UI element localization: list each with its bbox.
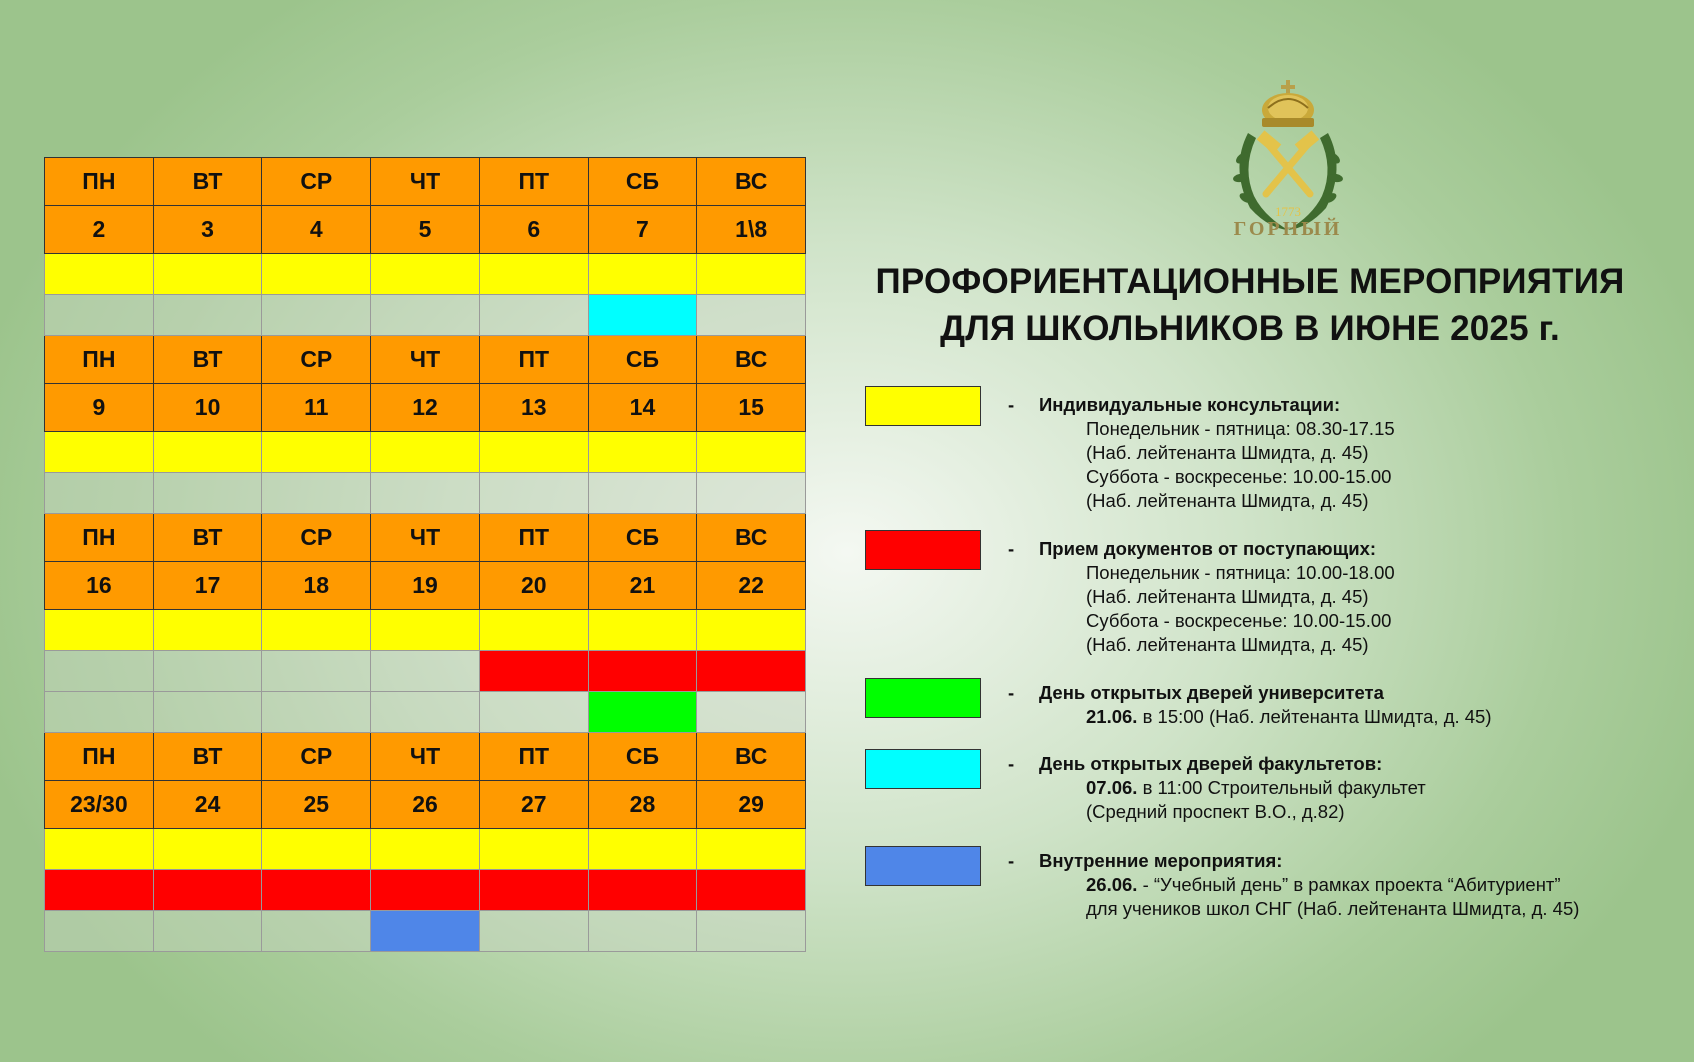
weekday-header-cell: ЧТ [371, 158, 480, 206]
event-bar-row [44, 911, 806, 952]
weekday-header-cell: ВС [697, 733, 806, 781]
date-cell: 28 [589, 781, 698, 829]
event-cell-yellow [697, 829, 806, 870]
date-cell: 12 [371, 384, 480, 432]
event-bar-row [44, 610, 806, 651]
event-cell-yellow [371, 432, 480, 473]
crown-icon [1262, 80, 1314, 127]
legend-line: (Наб. лейтенанта Шмидта, д. 45) [1086, 634, 1369, 655]
date-row [44, 384, 806, 432]
legend-open-university [1008, 681, 1492, 729]
legend-swatch-documents [865, 530, 981, 570]
legend-line: (Наб. лейтенанта Шмидта, д. 45) [1086, 490, 1369, 511]
legend-line [1008, 705, 1492, 729]
legend-line: Суббота - воскресенье: 10.00-15.00 [1086, 610, 1392, 631]
legend-swatch-consultations [865, 386, 981, 426]
event-bar-row [44, 829, 806, 870]
event-cell-yellow [154, 432, 263, 473]
event-cell-yellow [44, 432, 154, 473]
legend-line: Понедельник - пятница: 08.30-17.15 [1086, 418, 1395, 439]
logo-name: ГОРНЫЙ [1233, 218, 1343, 240]
event-cell-yellow [262, 432, 371, 473]
event-cell-blue [371, 911, 480, 952]
legend-documents [1008, 537, 1395, 657]
date-cell: 18 [262, 562, 371, 610]
legend-title: Прием документов от поступающих: [1039, 538, 1377, 559]
weekday-header-cell: ВС [697, 514, 806, 562]
legend-consultations [1008, 393, 1395, 513]
date-cell: 29 [697, 781, 806, 829]
legend-dash: - [1008, 753, 1015, 774]
event-cell-empty [262, 651, 371, 692]
event-cell-yellow [44, 254, 154, 295]
date-cell: 7 [589, 206, 698, 254]
weekday-header-cell: ВТ [154, 514, 263, 562]
title-line-2: ДЛЯ ШКОЛЬНИКОВ В ИЮНЕ 2025 г. [940, 309, 1560, 348]
event-cell-red [697, 651, 806, 692]
weekday-header-cell: ВС [697, 158, 806, 206]
event-cell-empty [262, 473, 371, 514]
date-row [44, 206, 806, 254]
event-cell-empty [371, 692, 480, 733]
event-cell-yellow [44, 610, 154, 651]
legend-line [1008, 776, 1426, 800]
event-cell-green [589, 692, 698, 733]
event-cell-yellow [154, 610, 263, 651]
weekday-header-cell: ПТ [480, 514, 589, 562]
event-cell-empty [44, 911, 154, 952]
event-bar-row [44, 692, 806, 733]
event-cell-empty [371, 295, 480, 336]
weekday-header-cell: ВТ [154, 336, 263, 384]
event-cell-empty [697, 295, 806, 336]
legend-dash: - [1008, 850, 1015, 871]
event-cell-yellow [480, 432, 589, 473]
date-row [44, 781, 806, 829]
event-cell-yellow [589, 254, 698, 295]
event-cell-yellow [262, 610, 371, 651]
weekday-header-cell: ПТ [480, 733, 589, 781]
legend-title: Индивидуальные консультации: [1039, 394, 1341, 415]
event-bar-row [44, 651, 806, 692]
weekday-header-cell: СР [262, 514, 371, 562]
event-cell-yellow [262, 254, 371, 295]
event-cell-yellow [44, 829, 154, 870]
legend-title: День открытых дверей факультетов: [1039, 753, 1383, 774]
weekday-header-cell: ЧТ [371, 514, 480, 562]
event-cell-red [480, 870, 589, 911]
legend-title: Внутренние мероприятия: [1039, 850, 1283, 871]
event-cell-empty [154, 911, 263, 952]
event-cell-red [262, 870, 371, 911]
event-cell-yellow [589, 432, 698, 473]
date-cell: 16 [44, 562, 154, 610]
event-bar-row [44, 254, 806, 295]
event-cell-yellow [371, 829, 480, 870]
university-logo [1228, 78, 1348, 240]
event-cell-empty [44, 295, 154, 336]
event-cell-yellow [154, 829, 263, 870]
legend-date: 26.06. [1086, 874, 1138, 895]
date-cell: 14 [589, 384, 698, 432]
date-cell: 9 [44, 384, 154, 432]
event-cell-empty [589, 911, 698, 952]
event-bar-row [44, 432, 806, 473]
event-cell-yellow [589, 829, 698, 870]
event-cell-empty [480, 692, 589, 733]
weekday-header-cell: ЧТ [371, 336, 480, 384]
weekday-header-cell: ПН [44, 733, 154, 781]
date-cell: 24 [154, 781, 263, 829]
date-cell: 10 [154, 384, 263, 432]
legend-title: День открытых дверей университета [1039, 682, 1384, 703]
event-cell-empty [697, 692, 806, 733]
legend-swatch-open-university [865, 678, 981, 718]
event-cell-empty [480, 911, 589, 952]
legend-internal [1008, 849, 1579, 921]
event-cell-empty [697, 911, 806, 952]
event-cell-red [589, 870, 698, 911]
event-cell-empty [154, 692, 263, 733]
event-cell-red [589, 651, 698, 692]
weekday-header-cell: ПН [44, 336, 154, 384]
date-cell: 3 [154, 206, 263, 254]
weekday-header-cell: ВТ [154, 158, 263, 206]
event-cell-yellow [480, 254, 589, 295]
weekday-header-row [44, 157, 806, 206]
legend-detail: в 15:00 (Наб. лейтенанта Шмидта, д. 45) [1137, 706, 1492, 727]
event-cell-yellow [371, 254, 480, 295]
event-cell-empty [480, 473, 589, 514]
legend-line: Суббота - воскресенье: 10.00-15.00 [1086, 466, 1392, 487]
calendar-grid [44, 157, 806, 952]
date-cell: 2 [44, 206, 154, 254]
date-cell: 11 [262, 384, 371, 432]
date-cell: 6 [480, 206, 589, 254]
legend-line: Понедельник - пятница: 10.00-18.00 [1086, 562, 1395, 583]
weekday-header-row [44, 336, 806, 384]
event-cell-empty [589, 473, 698, 514]
legend-dash: - [1008, 682, 1015, 703]
date-cell: 21 [589, 562, 698, 610]
weekday-header-cell: ПН [44, 514, 154, 562]
date-cell: 1\8 [697, 206, 806, 254]
event-cell-empty [371, 651, 480, 692]
legend-date: 21.06. [1086, 706, 1138, 727]
legend-detail: в 11:00 Строительный факультет [1137, 777, 1426, 798]
event-bar-row [44, 295, 806, 336]
date-cell: 19 [371, 562, 480, 610]
weekday-header-cell: ПН [44, 158, 154, 206]
event-cell-empty [154, 295, 263, 336]
event-cell-yellow [697, 610, 806, 651]
legend-detail: - “Учебный день” в рамках проекта “Абитуриент” [1137, 874, 1561, 895]
legend-line [1008, 873, 1579, 897]
date-cell: 5 [371, 206, 480, 254]
weekday-header-row [44, 514, 806, 562]
legend-date: 07.06. [1086, 777, 1138, 798]
event-cell-yellow [480, 829, 589, 870]
date-cell: 27 [480, 781, 589, 829]
date-cell: 15 [697, 384, 806, 432]
event-cell-empty [371, 473, 480, 514]
legend-line: для учеников школ СНГ (Наб. лейтенанта Шмидта, д. 45) [1086, 898, 1580, 919]
event-cell-empty [262, 692, 371, 733]
date-cell: 13 [480, 384, 589, 432]
date-cell: 4 [262, 206, 371, 254]
weekday-header-cell: СР [262, 158, 371, 206]
event-cell-red [44, 870, 154, 911]
weekday-header-cell: ПТ [480, 158, 589, 206]
weekday-header-cell: ПТ [480, 336, 589, 384]
weekday-header-cell: СР [262, 733, 371, 781]
date-cell: 26 [371, 781, 480, 829]
event-cell-empty [262, 295, 371, 336]
event-cell-red [480, 651, 589, 692]
weekday-header-cell: СБ [589, 158, 698, 206]
weekday-header-cell: ВТ [154, 733, 263, 781]
legend-swatch-open-faculties [865, 749, 981, 789]
weekday-header-cell: ЧТ [371, 733, 480, 781]
event-cell-red [154, 870, 263, 911]
date-cell: 17 [154, 562, 263, 610]
event-cell-cyan [589, 295, 698, 336]
event-cell-yellow [697, 254, 806, 295]
weekday-header-cell: СБ [589, 733, 698, 781]
event-cell-empty [44, 692, 154, 733]
event-cell-yellow [154, 254, 263, 295]
legend-dash: - [1008, 394, 1015, 415]
event-cell-yellow [589, 610, 698, 651]
weekday-header-cell: СБ [589, 336, 698, 384]
weekday-header-cell: СБ [589, 514, 698, 562]
date-cell: 23/30 [44, 781, 154, 829]
event-cell-empty [44, 473, 154, 514]
legend-swatch-internal [865, 846, 981, 886]
weekday-header-row [44, 733, 806, 781]
event-cell-yellow [480, 610, 589, 651]
event-cell-empty [154, 473, 263, 514]
weekday-header-cell: ВС [697, 336, 806, 384]
weekday-header-cell: СР [262, 336, 371, 384]
event-cell-red [697, 870, 806, 911]
legend-line: (Наб. лейтенанта Шмидта, д. 45) [1086, 586, 1369, 607]
event-cell-yellow [697, 432, 806, 473]
title-line-1: ПРОФОРИЕНТАЦИОННЫЕ МЕРОПРИЯТИЯ [875, 262, 1625, 301]
event-cell-red [371, 870, 480, 911]
date-cell: 22 [697, 562, 806, 610]
date-cell: 25 [262, 781, 371, 829]
page-title [840, 258, 1660, 352]
event-cell-empty [154, 651, 263, 692]
logo-year: 1773 [1275, 204, 1301, 219]
event-bar-row [44, 473, 806, 514]
event-cell-empty [697, 473, 806, 514]
event-cell-empty [262, 911, 371, 952]
event-bar-row [44, 870, 806, 911]
legend-open-faculties [1008, 752, 1426, 824]
date-cell: 20 [480, 562, 589, 610]
date-row [44, 562, 806, 610]
event-cell-empty [44, 651, 154, 692]
event-cell-empty [480, 295, 589, 336]
legend-dash: - [1008, 538, 1015, 559]
legend-line: (Наб. лейтенанта Шмидта, д. 45) [1086, 442, 1369, 463]
event-cell-yellow [371, 610, 480, 651]
legend-line: (Средний проспект В.О., д.82) [1086, 801, 1345, 822]
event-cell-yellow [262, 829, 371, 870]
